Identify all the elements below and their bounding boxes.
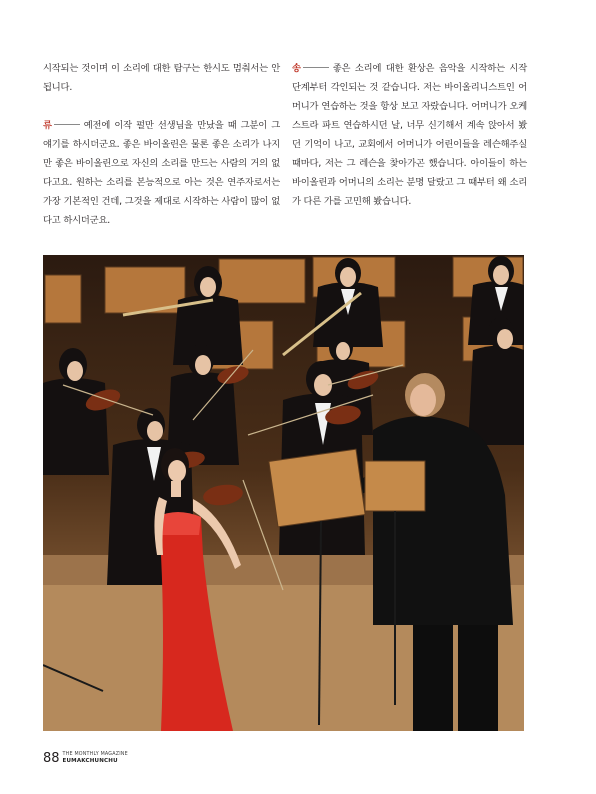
right-paragraph-1-text: 좋은 소리에 대한 환상은 음악을 시작하는 시작 단계부터 각인되는 것 같습니다. 저는 바이올리니스트인 어머니가 연습하는 것을 항상 보고 자랐습니다. 어머니가 오케스트라 파트 연습하시던 날, 너무 신기해서 계속 앉아서 봤던 기억이 나고, 교회에서 어머니가 어린이들을 레슨해주실 때마다, 저는 그 레슨을 찾아가곤 했습니다. 아이들이 하는 바이올린과 어머니의 소리는 분명 달랐고 그 때부터 왜 소리가 다른 가를 고민해 봤습니다. (292, 63, 527, 207)
page-number: 88 (43, 750, 60, 766)
left-text-column (43, 59, 280, 230)
magazine-logo (63, 752, 128, 764)
speaker-rule (54, 124, 80, 125)
speaker-label-song: 송 (292, 63, 301, 74)
concert-photo (43, 255, 524, 731)
left-paragraph-2-text: 예전에 이작 펄만 선생님을 만났을 때 그분이 그 얘기를 하시더군요. 좋은 바이올린은 물론 좋은 소리가 나지만 좋은 바이올린으로 자신의 소리를 만드는 사람의 거의 없다고요. 원하는 소리를 본능적으로 아는 것은 연주자로서는 가장 기본적인 건데, 그것을 제대로 시작하는 사람이 많이 없다고 하시더군요. (43, 120, 280, 226)
concert-photo-illustration (43, 255, 524, 731)
magazine-title: EUMAKCHUNCHU (62, 758, 118, 764)
magazine-subtitle: THE MONTHLY MAGAZINE (62, 752, 128, 757)
page-footer (43, 748, 128, 768)
right-paragraph-1 (292, 59, 527, 211)
speaker-rule (303, 67, 329, 68)
right-text-column (292, 59, 527, 211)
speaker-label-ryu: 류 (43, 120, 52, 131)
left-paragraph-2 (43, 116, 280, 230)
left-paragraph-1: 시작되는 것이며 이 소리에 대한 탐구는 한시도 멈춰서는 안 됩니다. (43, 63, 280, 93)
